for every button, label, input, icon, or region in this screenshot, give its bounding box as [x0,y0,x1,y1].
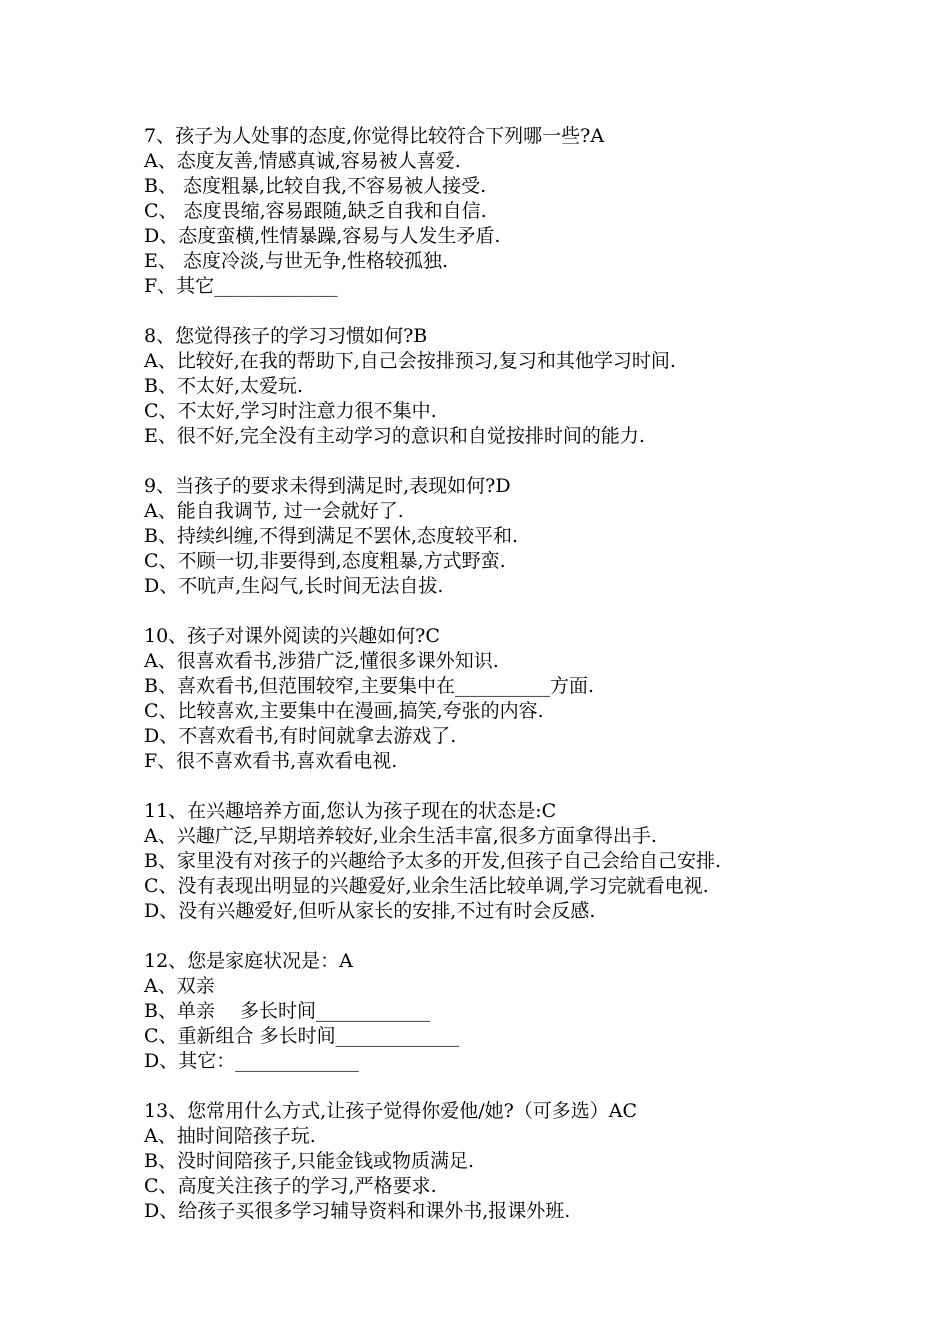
question-7 [144,124,844,299]
question-title: 10、孩子对课外阅读的兴趣如何?C [144,625,440,647]
option-e: E、 态度冷淡,与世无争,性格较孤独. [144,250,449,272]
question-title: 12、您是家庭状况是：A [144,950,353,972]
option-c: C、重新组合 多长时间_____________ [144,1025,460,1047]
option-c: C、不太好,学习时注意力很不集中. [144,400,437,422]
option-f: F、很不喜欢看书,喜欢看电视. [144,750,398,772]
option-b: B、单亲 多长时间____________ [144,1000,431,1022]
question-10 [144,624,844,774]
question-13 [144,1099,844,1224]
option-d: D、给孩子买很多学习辅导资料和课外书,报课外班. [144,1200,571,1222]
question-title: 8、您觉得孩子的学习习惯如何?B [144,325,428,347]
option-b: B、 态度粗暴,比较自我,不容易被人接受. [144,175,487,197]
option-b: B、家里没有对孩子的兴趣给予太多的开发,但孩子自己会给自己安排. [144,850,722,872]
option-d: D、态度蛮横,性情暴躁,容易与人发生矛盾. [144,225,501,247]
option-a: A、态度友善,情感真诚,容易被人喜爱. [144,150,461,172]
option-a: A、兴趣广泛,早期培养较好,业余生活丰富,很多方面拿得出手. [144,825,657,847]
option-a: A、能自我调节, 过一会就好了. [144,500,404,522]
question-11 [144,799,844,924]
option-d: D、不喜欢看书,有时间就拿去游戏了. [144,725,457,747]
question-title: 11、在兴趣培养方面,您认为孩子现在的状态是:C [144,800,557,822]
option-a: A、比较好,在我的帮助下,自己会按排预习,复习和其他学习时间. [144,350,676,372]
question-8 [144,324,844,449]
option-c: C、不顾一切,非要得到,态度粗暴,方式野蛮. [144,550,506,572]
option-b: B、不太好,太爱玩. [144,375,304,397]
option-d: D、不吭声,生闷气,长时间无法自拔. [144,575,444,597]
option-c: C、 态度畏缩,容易跟随,缺乏自我和自信. [144,200,487,222]
question-title: 7、孩子为人处事的态度,你觉得比较符合下列哪一些?A [144,125,605,147]
option-a: A、双亲 [144,975,215,997]
option-b: B、喜欢看书,但范围较窄,主要集中在__________方面. [144,675,595,697]
option-a: A、抽时间陪孩子玩. [144,1125,316,1147]
question-title: 9、当孩子的要求未得到满足时,表现如何?D [144,475,511,497]
option-d: D、没有兴趣爱好,但听从家长的安排,不过有时会反感. [144,900,596,922]
option-e: E、很不好,完全没有主动学习的意识和自觉按排时间的能力. [144,425,645,447]
option-b: B、没时间陪孩子,只能金钱或物质满足. [144,1150,475,1172]
question-title: 13、您常用什么方式,让孩子觉得你爱他/她?（可多选）AC [144,1100,638,1122]
option-d: D、其它：_____________ [144,1050,359,1072]
option-c: C、高度关注孩子的学习,严格要求. [144,1175,437,1197]
questionnaire [144,124,844,1249]
question-9 [144,474,844,599]
option-f: F、其它_____________ [144,275,338,297]
option-b: B、持续纠缠,不得到满足不罢休,态度较平和. [144,525,519,547]
option-c: C、比较喜欢,主要集中在漫画,搞笑,夸张的内容. [144,700,544,722]
option-c: C、没有表现出明显的兴趣爱好,业余生活比较单调,学习完就看电视. [144,875,709,897]
question-12 [144,949,844,1074]
option-a: A、很喜欢看书,涉猎广泛,懂很多课外知识. [144,650,499,672]
